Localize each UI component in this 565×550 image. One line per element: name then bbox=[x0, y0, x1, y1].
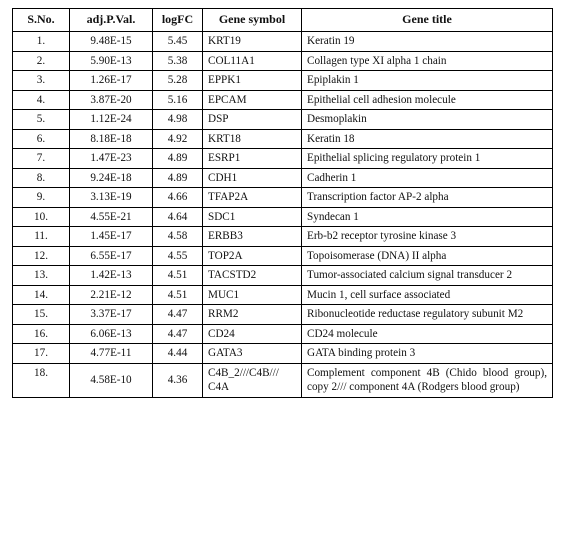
cell-adj-p-val: 2.21E-12 bbox=[70, 285, 153, 305]
cell-logfc: 4.55 bbox=[153, 246, 203, 266]
cell-logfc: 4.44 bbox=[153, 344, 203, 364]
cell-gene-title: Mucin 1, cell surface associated bbox=[302, 285, 553, 305]
cell-adj-p-val: 1.45E-17 bbox=[70, 227, 153, 247]
cell-sno: 8. bbox=[13, 168, 70, 188]
cell-logfc: 4.58 bbox=[153, 227, 203, 247]
cell-sno: 13. bbox=[13, 266, 70, 286]
table-row bbox=[13, 168, 553, 188]
header-adj-p-val: adj.P.Val. bbox=[70, 9, 153, 32]
header-sno: S.No. bbox=[13, 9, 70, 32]
cell-gene-symbol: SDC1 bbox=[203, 207, 302, 227]
cell-logfc: 5.45 bbox=[153, 32, 203, 52]
cell-gene-title: Epiplakin 1 bbox=[302, 71, 553, 91]
cell-adj-p-val: 1.42E-13 bbox=[70, 266, 153, 286]
table-row bbox=[13, 227, 553, 247]
cell-gene-symbol: CDH1 bbox=[203, 168, 302, 188]
cell-sno: 18. bbox=[13, 363, 70, 397]
cell-adj-p-val: 1.47E-23 bbox=[70, 149, 153, 169]
cell-gene-title: Cadherin 1 bbox=[302, 168, 553, 188]
cell-adj-p-val: 4.77E-11 bbox=[70, 344, 153, 364]
cell-adj-p-val: 3.87E-20 bbox=[70, 90, 153, 110]
cell-sno: 16. bbox=[13, 324, 70, 344]
table-row bbox=[13, 246, 553, 266]
cell-gene-title: Syndecan 1 bbox=[302, 207, 553, 227]
cell-gene-symbol: GATA3 bbox=[203, 344, 302, 364]
cell-logfc: 4.51 bbox=[153, 266, 203, 286]
table-body bbox=[13, 32, 553, 398]
table-row bbox=[13, 324, 553, 344]
cell-sno: 10. bbox=[13, 207, 70, 227]
cell-sno: 5. bbox=[13, 110, 70, 130]
cell-logfc: 4.66 bbox=[153, 188, 203, 208]
cell-sno: 15. bbox=[13, 305, 70, 325]
cell-logfc: 4.36 bbox=[153, 363, 203, 397]
cell-sno: 4. bbox=[13, 90, 70, 110]
cell-gene-title: GATA binding protein 3 bbox=[302, 344, 553, 364]
cell-logfc: 5.38 bbox=[153, 51, 203, 71]
cell-logfc: 5.16 bbox=[153, 90, 203, 110]
cell-adj-p-val: 8.18E-18 bbox=[70, 129, 153, 149]
cell-sno: 6. bbox=[13, 129, 70, 149]
header-logfc: logFC bbox=[153, 9, 203, 32]
cell-gene-title: Erb-b2 receptor tyrosine kinase 3 bbox=[302, 227, 553, 247]
cell-sno: 9. bbox=[13, 188, 70, 208]
cell-gene-title: Complement component 4B (Chido blood group), copy 2/// component 4A (Rodgers blood group) bbox=[302, 363, 553, 397]
table-row bbox=[13, 207, 553, 227]
cell-gene-title: Epithelial splicing regulatory protein 1 bbox=[302, 149, 553, 169]
cell-gene-title: Topoisomerase (DNA) II alpha bbox=[302, 246, 553, 266]
table-row bbox=[13, 188, 553, 208]
cell-adj-p-val: 6.55E-17 bbox=[70, 246, 153, 266]
cell-gene-title: Ribonucleotide reductase regulatory subunit M2 bbox=[302, 305, 553, 325]
cell-adj-p-val: 1.12E-24 bbox=[70, 110, 153, 130]
cell-sno: 3. bbox=[13, 71, 70, 91]
cell-sno: 11. bbox=[13, 227, 70, 247]
cell-gene-symbol bbox=[203, 363, 302, 397]
cell-sno: 14. bbox=[13, 285, 70, 305]
cell-gene-symbol: TACSTD2 bbox=[203, 266, 302, 286]
cell-gene-symbol: RRM2 bbox=[203, 305, 302, 325]
cell-adj-p-val: 4.58E-10 bbox=[70, 363, 153, 397]
cell-adj-p-val: 9.24E-18 bbox=[70, 168, 153, 188]
cell-gene-symbol: CD24 bbox=[203, 324, 302, 344]
cell-gene-symbol: KRT19 bbox=[203, 32, 302, 52]
cell-logfc: 4.98 bbox=[153, 110, 203, 130]
cell-sno: 12. bbox=[13, 246, 70, 266]
table-row bbox=[13, 110, 553, 130]
cell-gene-title: Keratin 18 bbox=[302, 129, 553, 149]
table-row bbox=[13, 51, 553, 71]
cell-gene-symbol: EPCAM bbox=[203, 90, 302, 110]
cell-gene-symbol: COL11A1 bbox=[203, 51, 302, 71]
header-gene-title: Gene title bbox=[302, 9, 553, 32]
cell-logfc: 5.28 bbox=[153, 71, 203, 91]
gene-symbol-line: C4B_2///C4B/// bbox=[208, 366, 279, 379]
table-row bbox=[13, 90, 553, 110]
cell-gene-title: CD24 molecule bbox=[302, 324, 553, 344]
cell-gene-title: Transcription factor AP-2 alpha bbox=[302, 188, 553, 208]
cell-logfc: 4.89 bbox=[153, 149, 203, 169]
cell-adj-p-val: 3.13E-19 bbox=[70, 188, 153, 208]
table-row bbox=[13, 266, 553, 286]
table-header-row bbox=[13, 9, 553, 32]
cell-gene-symbol: ERBB3 bbox=[203, 227, 302, 247]
cell-gene-title: Tumor-associated calcium signal transducer 2 bbox=[302, 266, 553, 286]
cell-logfc: 4.64 bbox=[153, 207, 203, 227]
cell-logfc: 4.92 bbox=[153, 129, 203, 149]
cell-gene-symbol: EPPK1 bbox=[203, 71, 302, 91]
cell-gene-title: Epithelial cell adhesion molecule bbox=[302, 90, 553, 110]
cell-logfc: 4.89 bbox=[153, 168, 203, 188]
cell-adj-p-val: 6.06E-13 bbox=[70, 324, 153, 344]
cell-gene-symbol: ESRP1 bbox=[203, 149, 302, 169]
cell-adj-p-val: 9.48E-15 bbox=[70, 32, 153, 52]
table-row bbox=[13, 344, 553, 364]
table-row bbox=[13, 305, 553, 325]
cell-gene-title: Collagen type XI alpha 1 chain bbox=[302, 51, 553, 71]
table-row bbox=[13, 149, 553, 169]
cell-sno: 17. bbox=[13, 344, 70, 364]
table-row bbox=[13, 71, 553, 91]
cell-gene-symbol: TOP2A bbox=[203, 246, 302, 266]
cell-logfc: 4.51 bbox=[153, 285, 203, 305]
table-row bbox=[13, 129, 553, 149]
cell-adj-p-val: 3.37E-17 bbox=[70, 305, 153, 325]
cell-gene-symbol: DSP bbox=[203, 110, 302, 130]
cell-adj-p-val: 4.55E-21 bbox=[70, 207, 153, 227]
cell-gene-symbol: KRT18 bbox=[203, 129, 302, 149]
header-gene-symbol: Gene symbol bbox=[203, 9, 302, 32]
cell-logfc: 4.47 bbox=[153, 305, 203, 325]
table-row bbox=[13, 363, 553, 397]
cell-sno: 1. bbox=[13, 32, 70, 52]
cell-gene-symbol: TFAP2A bbox=[203, 188, 302, 208]
gene-table bbox=[12, 8, 553, 398]
cell-adj-p-val: 5.90E-13 bbox=[70, 51, 153, 71]
cell-logfc: 4.47 bbox=[153, 324, 203, 344]
cell-sno: 2. bbox=[13, 51, 70, 71]
cell-adj-p-val: 1.26E-17 bbox=[70, 71, 153, 91]
table-row bbox=[13, 285, 553, 305]
gene-symbol-line: C4A bbox=[208, 381, 230, 393]
cell-gene-title: Desmoplakin bbox=[302, 110, 553, 130]
cell-gene-symbol: MUC1 bbox=[203, 285, 302, 305]
cell-sno: 7. bbox=[13, 149, 70, 169]
table-row bbox=[13, 32, 553, 52]
cell-gene-title: Keratin 19 bbox=[302, 32, 553, 52]
